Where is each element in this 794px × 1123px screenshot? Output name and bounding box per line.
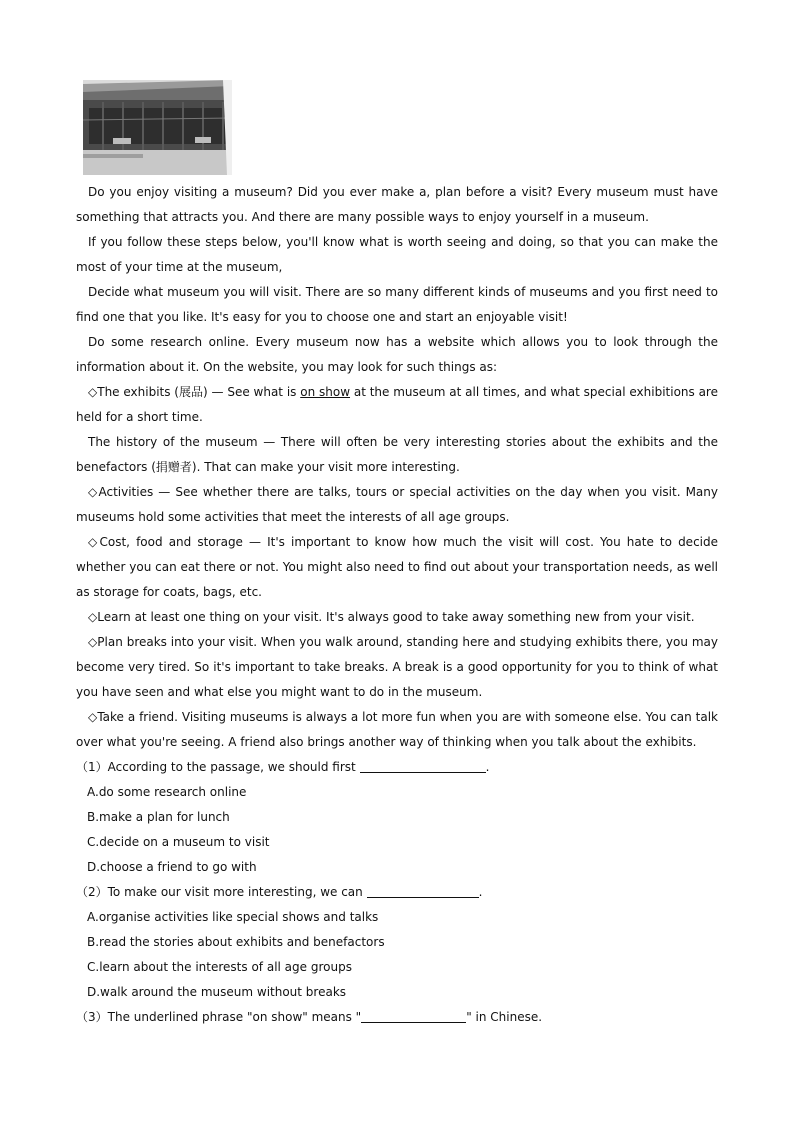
paragraph-steps: If you follow these steps below, you'll know what is worth seeing and doing, so that you can make the most of your time at the museum, (76, 235, 718, 274)
question-2-blank[interactable] (367, 884, 479, 898)
question-2-option-b[interactable]: B.read the stories about exhibits and benefactors (87, 935, 385, 949)
question-2 (76, 880, 718, 905)
question-1-option-a[interactable]: A.do some research online (87, 785, 247, 799)
question-1 (76, 755, 718, 780)
exhibits-text-end: at the museum at all times, and what special exhibitions are held for a short time. (76, 385, 718, 424)
question-1-stem: （1）According to the passage, we should first (76, 760, 360, 774)
paragraph-activities: ◇Activities — See whether there are talks, tours or special activities on the day when you visit. Many museums hold some activities that meet the interests of all age groups. (76, 485, 718, 524)
question-1-option-c[interactable]: C.decide on a museum to visit (87, 835, 270, 849)
question-2-stem: （2）To make our visit more interesting, we can (76, 885, 367, 899)
question-3-blank[interactable] (361, 1009, 466, 1023)
question-1-blank[interactable] (360, 759, 486, 773)
exhibits-text-start: ◇The exhibits (展品) — See what is (88, 385, 301, 399)
museum-building-image (83, 80, 232, 175)
paragraph-friend: ◇Take a friend. Visiting museums is always a lot more fun when you are with someone else. You can talk over what you're seeing. A friend also brings another way of thinking when you talk about the exhibits. (76, 710, 718, 749)
question-2-end: . (478, 885, 483, 899)
paragraph-breaks: ◇Plan breaks into your visit. When you walk around, standing here and studying exhibits there, you may become very tired. So it's important to take breaks. A break is a good opportunity for you to think of what you have seen and what else you might want to do in the museum. (76, 635, 718, 699)
question-2-option-c[interactable]: C.learn about the interests of all age groups (87, 960, 352, 974)
paragraph-intro: Do you enjoy visiting a museum? Did you ever make a, plan before a visit? Every museum must have something that attracts you. And there are many possible ways to enjoy yourself in a museum. (76, 185, 718, 224)
underlined-phrase: on show (300, 385, 351, 399)
question-2-option-a[interactable]: A.organise activities like special shows and talks (87, 910, 379, 924)
question-3-end: " in Chinese. (466, 1010, 543, 1024)
paragraph-learn: ◇Learn at least one thing on your visit. It's always good to take away something new from your visit. (88, 610, 695, 624)
question-1-end: . (485, 760, 490, 774)
question-2-option-d[interactable]: D.walk around the museum without breaks (87, 985, 347, 999)
paragraph-cost: ◇Cost, food and storage — It's important to know how much the visit will cost. You hate to decide whether you can eat there or not. You might also need to find out about your transportation needs, as well as storage for coats, bags, etc. (76, 535, 718, 599)
paragraph-history: The history of the museum — There will often be very interesting stories about the exhibits and the benefactors (捐赠者). That can make your visit more interesting. (76, 435, 718, 474)
paragraph-decide: Decide what museum you will visit. There are so many different kinds of museums and you first need to find one that you like. It's easy for you to choose one and start an enjoyable visit! (76, 285, 718, 324)
question-1-option-b[interactable]: B.make a plan for lunch (87, 810, 230, 824)
question-3-stem: （3）The underlined phrase "on show" means " (76, 1010, 362, 1024)
paragraph-research: Do some research online. Every museum now has a website which allows you to look through the information about it. On the website, you may look for such things as: (76, 335, 718, 374)
question-1-option-d[interactable]: D.choose a friend to go with (87, 860, 257, 874)
question-3 (76, 1005, 718, 1030)
museum-photo (83, 80, 232, 175)
reading-passage (76, 180, 718, 1030)
paragraph-exhibits (76, 380, 718, 430)
